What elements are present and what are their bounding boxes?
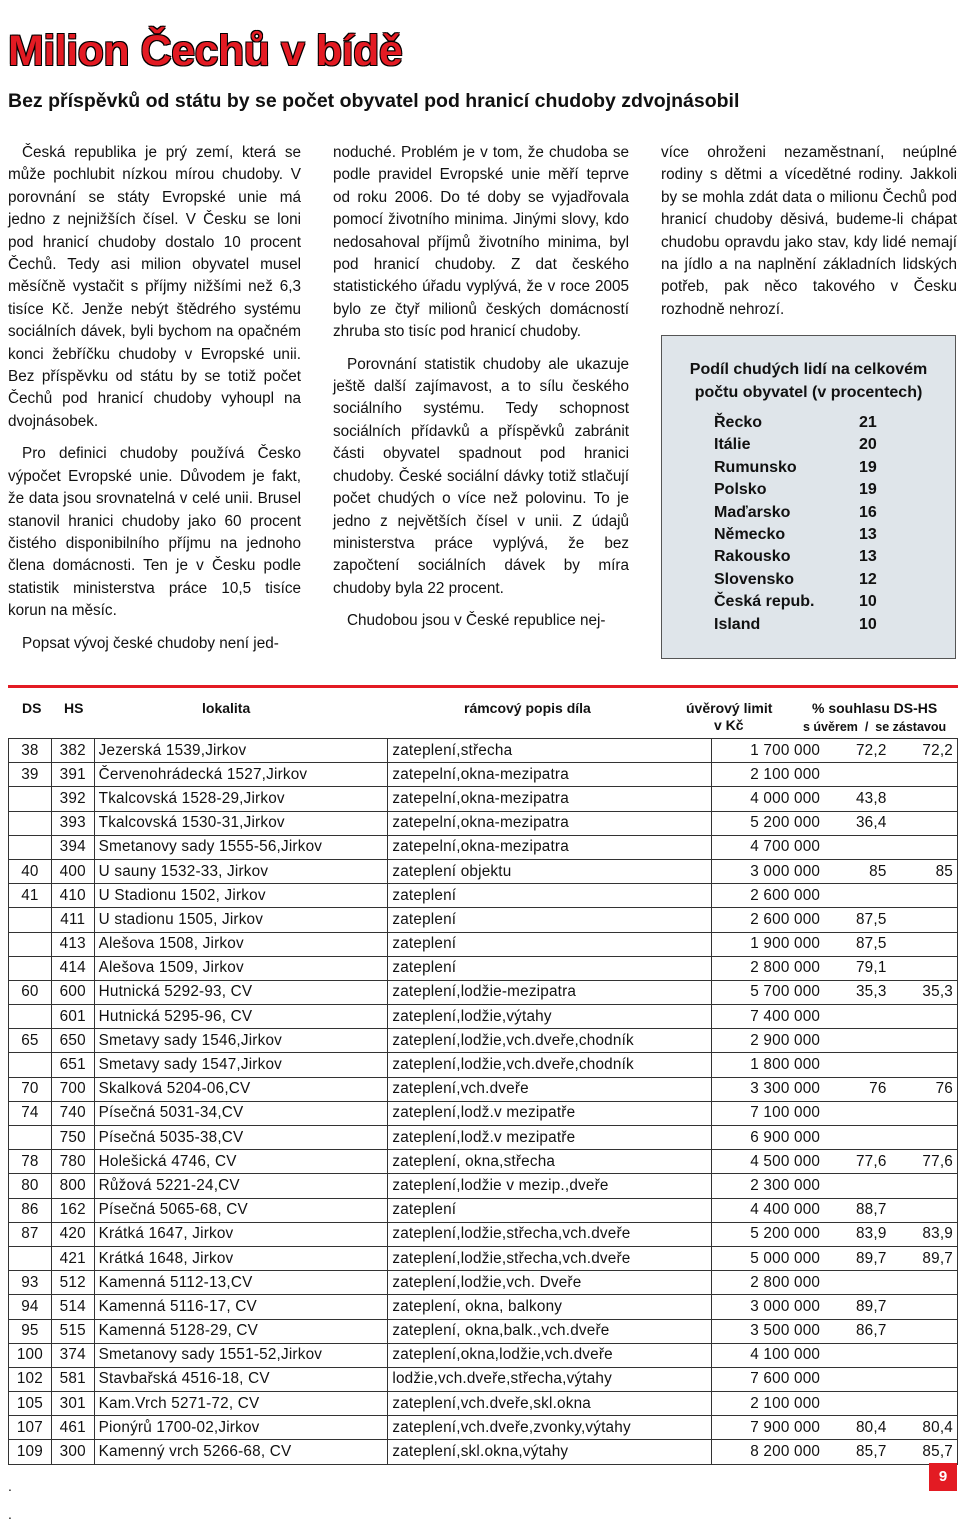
cell-popis: zateplení,vch.dveře,zvonky,výtahy	[388, 1416, 711, 1440]
cell-souhlas-zastava	[891, 932, 958, 956]
cell-souhlas-uver	[824, 1005, 890, 1029]
cell-popis: zateplení, okna,balk.,vch.dveře	[388, 1319, 711, 1343]
cell-ds	[9, 956, 52, 980]
cell-souhlas-uver	[824, 1392, 890, 1416]
cell-hs: 391	[51, 763, 94, 787]
table-row	[9, 1271, 958, 1295]
cell-souhlas-uver	[824, 1126, 890, 1150]
cell-popis: zatepelní,okna-mezipatra	[388, 763, 711, 787]
cell-uver: 2 900 000	[711, 1029, 824, 1053]
article-column-1	[8, 142, 301, 665]
cell-uver: 2 800 000	[711, 1271, 824, 1295]
box-row	[714, 616, 914, 638]
cell-ds	[9, 1053, 52, 1077]
table-row	[9, 1053, 958, 1077]
cell-hs: 700	[51, 1077, 94, 1101]
cell-souhlas-zastava: 76	[891, 1077, 958, 1101]
cell-hs: 162	[51, 1198, 94, 1222]
header-lokalita: lokalita	[202, 700, 251, 716]
table-row	[9, 859, 958, 883]
cell-souhlas-zastava	[891, 1343, 958, 1367]
cell-souhlas-zastava	[891, 1392, 958, 1416]
cell-ds	[9, 787, 52, 811]
box-country: Slovensko	[714, 570, 795, 588]
cell-souhlas-uver: 79,1	[824, 956, 890, 980]
cell-popis: zateplení,okna,lodžie,vch.dveře	[388, 1343, 711, 1367]
cell-popis: lodžie,vch.dveře,střecha,výtahy	[388, 1367, 711, 1391]
cell-souhlas-zastava	[891, 1005, 958, 1029]
cell-lokalita: Smetavy sady 1547,Jirkov	[94, 1053, 388, 1077]
cell-souhlas-zastava: 80,4	[891, 1416, 958, 1440]
cell-souhlas-zastava	[891, 1319, 958, 1343]
cell-hs: 421	[51, 1246, 94, 1270]
table-row	[9, 1343, 958, 1367]
cell-souhlas-uver: 89,7	[824, 1246, 890, 1270]
paragraph: noduché. Problém je v tom, že chudoba se podle pravidel Evropské unie měří teprve od roku 2006. Do té doby se vyjadřovala pomocí životního minima. Jinými slovy, kdo nedosahoval příjmů životního minima, byl pod hranicí chudoby. Z dat českého statistického úřadu vyplývá, že v roce 2005 bylo ze čtyř milionů českých domácností zhruba sto tisíc pod hranicí chudoby.	[333, 144, 629, 341]
cell-hs: 800	[51, 1174, 94, 1198]
box-row	[714, 481, 914, 503]
cell-lokalita: U stadionu 1505, Jirkov	[94, 908, 388, 932]
box-row	[714, 571, 914, 593]
cell-popis: zateplení	[388, 908, 711, 932]
table-row	[9, 835, 958, 859]
cell-lokalita: Smetanovy sady 1551-52,Jirkov	[94, 1343, 388, 1367]
cell-souhlas-uver	[824, 1174, 890, 1198]
cell-hs: 512	[51, 1271, 94, 1295]
cell-lokalita: Tkalcovská 1530-31,Jirkov	[94, 811, 388, 835]
cell-popis: zateplení	[388, 884, 711, 908]
cell-souhlas-zastava	[891, 1053, 958, 1077]
cell-popis: zateplení,střecha	[388, 739, 711, 763]
cell-popis: zateplení,lodžie,střecha,vch.dveře	[388, 1246, 711, 1270]
cell-uver: 2 300 000	[711, 1174, 824, 1198]
cell-ds: 93	[9, 1271, 52, 1295]
table-row	[9, 1367, 958, 1391]
cell-souhlas-uver	[824, 1271, 890, 1295]
cell-souhlas-uver: 80,4	[824, 1416, 890, 1440]
cell-lokalita: Hutnická 5295-96, CV	[94, 1005, 388, 1029]
cell-ds: 74	[9, 1101, 52, 1125]
cell-hs: 515	[51, 1319, 94, 1343]
projects-table	[8, 738, 958, 1465]
page-number: 9	[929, 1463, 957, 1491]
cell-hs: 514	[51, 1295, 94, 1319]
cell-popis: zatepelní,okna-mezipatra	[388, 835, 711, 859]
cell-souhlas-zastava	[891, 1295, 958, 1319]
cell-lokalita: Smetanovy sady 1555-56,Jirkov	[94, 835, 388, 859]
cell-uver: 4 700 000	[711, 835, 824, 859]
cell-souhlas-uver: 86,7	[824, 1319, 890, 1343]
cell-hs: 461	[51, 1416, 94, 1440]
box-value: 16	[859, 503, 877, 521]
cell-lokalita: Alešova 1509, Jirkov	[94, 956, 388, 980]
cell-uver: 2 100 000	[711, 1392, 824, 1416]
table-row	[9, 1392, 958, 1416]
page-subtitle: Bez příspěvků od státu by se počet obyvatel pod hranicí chudoby zdvojnásobil	[8, 90, 740, 112]
cell-souhlas-zastava	[891, 763, 958, 787]
cell-ds	[9, 932, 52, 956]
box-row	[714, 436, 914, 458]
cell-souhlas-zastava: 89,7	[891, 1246, 958, 1270]
cell-uver: 3 000 000	[711, 1295, 824, 1319]
cell-souhlas-uver: 88,7	[824, 1198, 890, 1222]
cell-ds: 87	[9, 1222, 52, 1246]
cell-popis: zateplení,vch.dveře,skl.okna	[388, 1392, 711, 1416]
paragraph: Pro definici chudoby používá Česko výpočet Evropské unie. Důvodem je fakt, že data jsou srovnatelná v celé unii. Brusel stanovil hranici chudoby jako 60 procent čistého disponibilního příjmu na jednoho člena domácnosti. Ten je v Česku podle statistik ministerstva práce 10,5 tisíce korun na měsíc.	[8, 445, 301, 620]
table-row	[9, 884, 958, 908]
cell-souhlas-zastava	[891, 1101, 958, 1125]
cell-popis: zateplení,lodžie,střecha,vch.dveře	[388, 1222, 711, 1246]
cell-uver: 5 000 000	[711, 1246, 824, 1270]
cell-ds: 39	[9, 763, 52, 787]
cell-hs: 414	[51, 956, 94, 980]
cell-popis: zateplení,lodžie,vch. Dveře	[388, 1271, 711, 1295]
box-country: Řecko	[714, 414, 763, 431]
cell-lokalita: Červenohrádecká 1527,Jirkov	[94, 763, 388, 787]
cell-hs: 651	[51, 1053, 94, 1077]
cell-lokalita: Pionýrů 1700-02,Jirkov	[94, 1416, 388, 1440]
cell-hs: 420	[51, 1222, 94, 1246]
cell-ds: 100	[9, 1343, 52, 1367]
table-row	[9, 1440, 958, 1464]
cell-popis: zateplení, okna,střecha	[388, 1150, 711, 1174]
cell-ds	[9, 811, 52, 835]
table-row	[9, 1174, 958, 1198]
cell-souhlas-uver	[824, 1101, 890, 1125]
cell-uver: 8 200 000	[711, 1440, 824, 1464]
cell-souhlas-zastava	[891, 908, 958, 932]
cell-souhlas-zastava	[891, 1126, 958, 1150]
cell-popis: zatepelní,okna-mezipatra	[388, 811, 711, 835]
cell-souhlas-uver: 87,5	[824, 908, 890, 932]
cell-popis: zateplení,lodž.v mezipatře	[388, 1101, 711, 1125]
cell-lokalita: Písečná 5035-38,CV	[94, 1126, 388, 1150]
cell-ds: 38	[9, 739, 52, 763]
cell-uver: 2 600 000	[711, 908, 824, 932]
cell-hs: 394	[51, 835, 94, 859]
cell-ds: 105	[9, 1392, 52, 1416]
cell-souhlas-uver	[824, 884, 890, 908]
cell-uver: 7 600 000	[711, 1367, 824, 1391]
cell-hs: 740	[51, 1101, 94, 1125]
header-souhlas: % souhlasu DS-HS	[812, 700, 938, 716]
cell-hs: 410	[51, 884, 94, 908]
cell-uver: 1 800 000	[711, 1053, 824, 1077]
cell-souhlas-zastava	[891, 1029, 958, 1053]
cell-uver: 1 900 000	[711, 932, 824, 956]
cell-lokalita: Kam.Vrch 5271-72, CV	[94, 1392, 388, 1416]
cell-lokalita: Holešická 4746, CV	[94, 1150, 388, 1174]
cell-popis: zateplení	[388, 956, 711, 980]
cell-popis: zateplení, okna, balkony	[388, 1295, 711, 1319]
cell-ds	[9, 1126, 52, 1150]
header-uverovy-limit: úvěrový limit	[686, 700, 773, 716]
cell-hs: 374	[51, 1343, 94, 1367]
cell-ds: 107	[9, 1416, 52, 1440]
cell-souhlas-zastava	[891, 884, 958, 908]
cell-popis: zateplení,lodž.v mezipatře	[388, 1126, 711, 1150]
cell-ds: 95	[9, 1319, 52, 1343]
table-row	[9, 1126, 958, 1150]
box-row	[714, 414, 914, 436]
box-title: Podíl chudých lidí na celkovém počtu obyvatel (v procentech)	[689, 361, 928, 401]
cell-uver: 2 600 000	[711, 884, 824, 908]
cell-hs: 413	[51, 932, 94, 956]
cell-lokalita: Kamenná 5112-13,CV	[94, 1271, 388, 1295]
cell-lokalita: Stavbařská 4516-18, CV	[94, 1367, 388, 1391]
cell-souhlas-uver: 72,2	[824, 739, 890, 763]
box-row	[714, 548, 914, 570]
cell-lokalita: Kamenná 5128-29, CV	[94, 1319, 388, 1343]
cell-souhlas-zastava: 83,9	[891, 1222, 958, 1246]
box-country: Rumunsko	[714, 458, 797, 476]
cell-popis: zateplení,lodžie,výtahy	[388, 1005, 711, 1029]
header-v-kc: v Kč	[714, 717, 744, 733]
article-column-2	[333, 142, 629, 643]
cell-souhlas-uver: 76	[824, 1077, 890, 1101]
paragraph: Česká republika je prý zemí, která se může pochlubit nízkou mírou chudoby. V porovnání se státy Evropské unie má jedno z nejnižších čísel. V Česku se loni pod hranicí chudoby dostalo 10 procent Čechů. Tedy asi milion obyvatel musel měsíčně vystačit s příjmy nižšími než 6,3 tisíce Kč. Jenže nebýt štědrého systému sociálních dávek, byli bychom na opačném konci žebříčku chudoby v Evropské unii. Bez příspěvku od státu by se totiž počet Čechů pod hranicí chudoby vyhoupl na dvojnásobek.	[8, 144, 301, 430]
box-value: 19	[859, 481, 877, 499]
cell-uver: 5 200 000	[711, 811, 824, 835]
cell-uver: 4 000 000	[711, 787, 824, 811]
cell-souhlas-zastava: 85	[891, 859, 958, 883]
cell-souhlas-zastava	[891, 1198, 958, 1222]
box-value: 19	[859, 458, 877, 476]
cell-lokalita: Alešova 1508, Jirkov	[94, 932, 388, 956]
cell-ds: 102	[9, 1367, 52, 1391]
cell-hs: 393	[51, 811, 94, 835]
cell-popis: zateplení,lodžie v mezip.,dveře	[388, 1174, 711, 1198]
cell-lokalita: Tkalcovská 1528-29,Jirkov	[94, 787, 388, 811]
table-row	[9, 1295, 958, 1319]
cell-popis: zateplení,lodžie,vch.dveře,chodník	[388, 1029, 711, 1053]
box-country: Česká repub.	[714, 593, 815, 611]
table-row	[9, 1198, 958, 1222]
cell-souhlas-zastava	[891, 835, 958, 859]
cell-souhlas-zastava	[891, 1271, 958, 1295]
cell-hs: 581	[51, 1367, 94, 1391]
cell-hs: 600	[51, 980, 94, 1004]
cell-ds	[9, 908, 52, 932]
stray-dots: . .	[8, 1478, 12, 1522]
cell-ds: 65	[9, 1029, 52, 1053]
table-row	[9, 908, 958, 932]
table-row	[9, 1005, 958, 1029]
cell-souhlas-zastava: 77,6	[891, 1150, 958, 1174]
paragraph: Popsat vývoj české chudoby není jed-	[22, 634, 279, 652]
cell-uver: 3 300 000	[711, 1077, 824, 1101]
poverty-share-box	[661, 335, 956, 659]
box-row	[714, 593, 914, 615]
cell-hs: 411	[51, 908, 94, 932]
table-row	[9, 811, 958, 835]
cell-uver: 4 500 000	[711, 1150, 824, 1174]
cell-lokalita: Písečná 5031-34,CV	[94, 1101, 388, 1125]
article-column-3	[661, 142, 957, 331]
cell-souhlas-uver	[824, 1029, 890, 1053]
cell-souhlas-zastava: 35,3	[891, 980, 958, 1004]
cell-lokalita: Písečná 5065-68, CV	[94, 1198, 388, 1222]
table-row	[9, 763, 958, 787]
cell-souhlas-uver	[824, 763, 890, 787]
table-row	[9, 1246, 958, 1270]
cell-hs: 301	[51, 1392, 94, 1416]
paragraph: Chudobou jsou v České republice nej-	[347, 612, 606, 630]
cell-popis: zatepelní,okna-mezipatra	[388, 787, 711, 811]
cell-souhlas-zastava: 72,2	[891, 739, 958, 763]
cell-souhlas-uver	[824, 1053, 890, 1077]
cell-hs: 392	[51, 787, 94, 811]
cell-popis: zateplení,lodžie-mezipatra	[388, 980, 711, 1004]
cell-uver: 5 700 000	[711, 980, 824, 1004]
cell-uver: 6 900 000	[711, 1126, 824, 1150]
cell-lokalita: Kamenná 5116-17, CV	[94, 1295, 388, 1319]
cell-uver: 4 100 000	[711, 1343, 824, 1367]
cell-popis: zateplení objektu	[388, 859, 711, 883]
cell-ds: 109	[9, 1440, 52, 1464]
box-value: 21	[859, 414, 877, 431]
cell-popis: zateplení,skl.okna,výtahy	[388, 1440, 711, 1464]
cell-lokalita: Hutnická 5292-93, CV	[94, 980, 388, 1004]
cell-lokalita: Smetavy sady 1546,Jirkov	[94, 1029, 388, 1053]
box-country: Island	[714, 615, 761, 633]
cell-souhlas-uver	[824, 1343, 890, 1367]
table-row	[9, 739, 958, 763]
cell-popis: zateplení,vch.dveře	[388, 1077, 711, 1101]
box-country: Polsko	[714, 481, 767, 499]
box-value: 12	[859, 570, 877, 588]
cell-souhlas-uver	[824, 1367, 890, 1391]
cell-ds: 40	[9, 859, 52, 883]
cell-souhlas-uver: 35,3	[824, 980, 890, 1004]
box-row	[714, 459, 914, 481]
box-value: 20	[859, 436, 877, 454]
box-country: Itálie	[714, 436, 751, 454]
box-country: Rakousko	[714, 548, 791, 566]
cell-souhlas-zastava	[891, 1367, 958, 1391]
header-ramcovy-popis: rámcový popis díla	[464, 700, 591, 716]
cell-uver: 5 200 000	[711, 1222, 824, 1246]
cell-souhlas-uver	[824, 835, 890, 859]
header-souhlas-sub: s úvěrem / se zástavou	[803, 720, 947, 734]
cell-lokalita: Růžová 5221-24,CV	[94, 1174, 388, 1198]
cell-ds: 86	[9, 1198, 52, 1222]
table-row	[9, 1416, 958, 1440]
box-row	[714, 526, 914, 548]
cell-souhlas-uver: 89,7	[824, 1295, 890, 1319]
cell-uver: 7 900 000	[711, 1416, 824, 1440]
cell-lokalita: Kamenný vrch 5266-68, CV	[94, 1440, 388, 1464]
box-value: 13	[859, 548, 877, 566]
cell-hs: 400	[51, 859, 94, 883]
table-row	[9, 1101, 958, 1125]
table-row	[9, 1077, 958, 1101]
table-row	[9, 980, 958, 1004]
box-value: 10	[859, 615, 877, 633]
cell-ds	[9, 1005, 52, 1029]
cell-souhlas-zastava	[891, 787, 958, 811]
cell-hs: 650	[51, 1029, 94, 1053]
header-ds: DS	[22, 700, 42, 716]
cell-uver: 3 000 000	[711, 859, 824, 883]
cell-souhlas-uver: 83,9	[824, 1222, 890, 1246]
cell-uver: 7 400 000	[711, 1005, 824, 1029]
cell-lokalita: U Stadionu 1502, Jirkov	[94, 884, 388, 908]
cell-popis: zateplení	[388, 932, 711, 956]
cell-uver: 4 400 000	[711, 1198, 824, 1222]
paragraph: Porovnání statistik chudoby ale ukazuje ještě další zajímavost, a to sílu českého sociálního systému. Tedy schopnost sociálních přídavků a příspěvků zabránit části obyvatel spadnout pod hranici chudoby. České sociální dávky totiž stlačují počet chudých o více než polovinu. To je jedno z největších čísel v unii. Z údajů ministerstva práce vyplývá, že bez započtení sociálních dávek by míra chudoby byla 22 procent.	[333, 355, 629, 597]
cell-lokalita: Skalková 5204-06,CV	[94, 1077, 388, 1101]
cell-uver: 1 700 000	[711, 739, 824, 763]
cell-souhlas-uver: 77,6	[824, 1150, 890, 1174]
cell-hs: 300	[51, 1440, 94, 1464]
table-row	[9, 1319, 958, 1343]
cell-souhlas-uver: 85,7	[824, 1440, 890, 1464]
table-row	[9, 956, 958, 980]
cell-ds: 80	[9, 1174, 52, 1198]
table-row	[9, 932, 958, 956]
cell-hs: 601	[51, 1005, 94, 1029]
cell-souhlas-uver: 87,5	[824, 932, 890, 956]
table-row	[9, 1222, 958, 1246]
cell-ds: 78	[9, 1150, 52, 1174]
box-value: 10	[859, 593, 877, 611]
cell-lokalita: Jezerská 1539,Jirkov	[94, 739, 388, 763]
cell-ds	[9, 835, 52, 859]
box-country: Německo	[714, 526, 786, 543]
cell-lokalita: Krátká 1648, Jirkov	[94, 1246, 388, 1270]
cell-ds: 94	[9, 1295, 52, 1319]
cell-souhlas-zastava	[891, 956, 958, 980]
cell-souhlas-zastava	[891, 1174, 958, 1198]
cell-popis: zateplení,lodžie,vch.dveře,chodník	[388, 1053, 711, 1077]
table-row	[9, 787, 958, 811]
cell-popis: zateplení	[388, 1198, 711, 1222]
section-divider	[8, 685, 958, 688]
cell-ds: 60	[9, 980, 52, 1004]
cell-hs: 382	[51, 739, 94, 763]
cell-souhlas-uver: 36,4	[824, 811, 890, 835]
cell-ds	[9, 1246, 52, 1270]
cell-uver: 2 800 000	[711, 956, 824, 980]
cell-uver: 2 100 000	[711, 763, 824, 787]
table-row	[9, 1029, 958, 1053]
box-value: 13	[859, 526, 877, 543]
table-row	[9, 1150, 958, 1174]
cell-uver: 7 100 000	[711, 1101, 824, 1125]
cell-ds: 41	[9, 884, 52, 908]
page-title: Milion Čechů v bídě	[8, 27, 403, 75]
cell-souhlas-zastava	[891, 811, 958, 835]
cell-souhlas-uver: 43,8	[824, 787, 890, 811]
cell-hs: 780	[51, 1150, 94, 1174]
cell-ds: 70	[9, 1077, 52, 1101]
cell-souhlas-uver: 85	[824, 859, 890, 883]
cell-lokalita: Krátká 1647, Jirkov	[94, 1222, 388, 1246]
paragraph: více ohroženi nezaměstnaní, neúplné rodiny s dětmi a vícedětné rodiny. Jakkoli by se mohla zdát data o milionu Čechů pod hranicí chudoby děsivá, budeme-li chápat chudobu opravdu jako stav, kdy lidé nemají na jídlo a na naplnění základních lidských potřeb, pak něco takového v Česku rozhodně nehrozí.	[661, 144, 957, 318]
header-hs: HS	[64, 700, 84, 716]
cell-uver: 3 500 000	[711, 1319, 824, 1343]
cell-hs: 750	[51, 1126, 94, 1150]
box-country: Maďarsko	[714, 503, 791, 521]
box-row	[714, 504, 914, 526]
cell-lokalita: U sauny 1532-33, Jirkov	[94, 859, 388, 883]
cell-souhlas-zastava: 85,7	[891, 1440, 958, 1464]
